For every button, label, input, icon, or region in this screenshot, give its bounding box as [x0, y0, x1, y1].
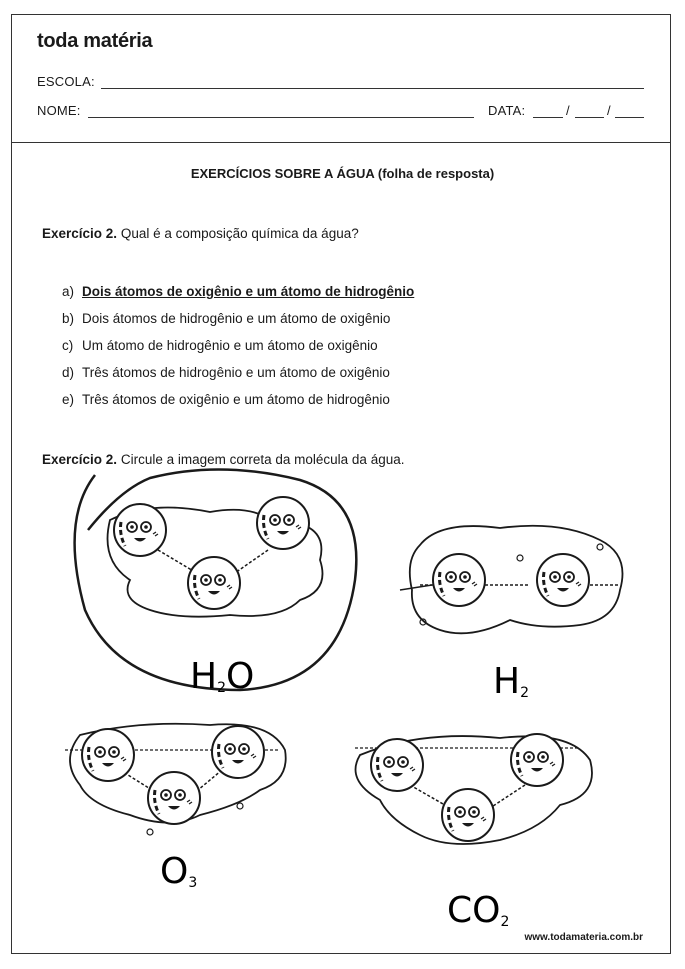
page-title: EXERCÍCIOS SOBRE A ÁGUA (folha de resposta) [190, 166, 495, 181]
oxygen-atom-icon [82, 729, 134, 781]
date-separator: / [607, 103, 611, 118]
hydrogen-atom-icon [114, 504, 166, 556]
date-separator: / [566, 103, 570, 118]
option-text: Um átomo de hidrogênio e um átomo de oxigênio [82, 338, 378, 353]
name-label: NOME: [37, 103, 81, 118]
molecule-formula: CO2 [447, 890, 510, 931]
option-text: Três átomos de oxigênio e um átomo de hidrogênio [82, 392, 390, 407]
molecule-o3[interactable] [65, 724, 286, 892]
oxygen-atom-icon [371, 739, 423, 791]
molecule-formula: O3 [160, 851, 198, 892]
footer-url[interactable]: www.todamateria.com.br [524, 932, 643, 943]
option-letter: b) [62, 311, 75, 326]
hydrogen-atom-icon [433, 554, 485, 606]
exercise-label: Exercício 2. [42, 452, 118, 467]
hydrogen-atom-icon [257, 497, 309, 549]
option-letter: d) [62, 365, 75, 380]
option-text: Três átomos de hidrogênio e um átomo de oxigênio [82, 365, 390, 380]
option-letter: a) [62, 284, 75, 299]
option-letter: c) [62, 338, 74, 353]
option-text-correct: Dois átomos de oxigênio e um átomo de hidrogênio [82, 284, 415, 299]
oxygen-atom-icon [148, 772, 200, 824]
oxygen-atom-icon [188, 557, 240, 609]
oxygen-atom-icon [511, 734, 563, 786]
exercise-text: Qual é a composição química da água? [120, 226, 359, 241]
option-letter: e) [62, 392, 75, 407]
exercise-text: Circule a imagem correta da molécula da água. [120, 452, 405, 467]
molecule-formula: H2O [190, 656, 255, 697]
oxygen-atom-icon [212, 726, 264, 778]
date-label: DATA: [488, 103, 526, 118]
brand-logo: toda matéria [37, 30, 153, 52]
molecule-co2[interactable] [355, 734, 592, 931]
molecule-h2[interactable] [400, 526, 623, 702]
school-label: ESCOLA: [37, 74, 95, 89]
carbon-atom-icon [442, 789, 494, 841]
molecule-h2o[interactable] [75, 469, 357, 697]
option-text: Dois átomos de hidrogênio e um átomo de oxigênio [82, 311, 391, 326]
molecule-formula: H2 [493, 661, 529, 702]
hydrogen-atom-icon [537, 554, 589, 606]
exercise-label: Exercício 2. [42, 226, 118, 241]
